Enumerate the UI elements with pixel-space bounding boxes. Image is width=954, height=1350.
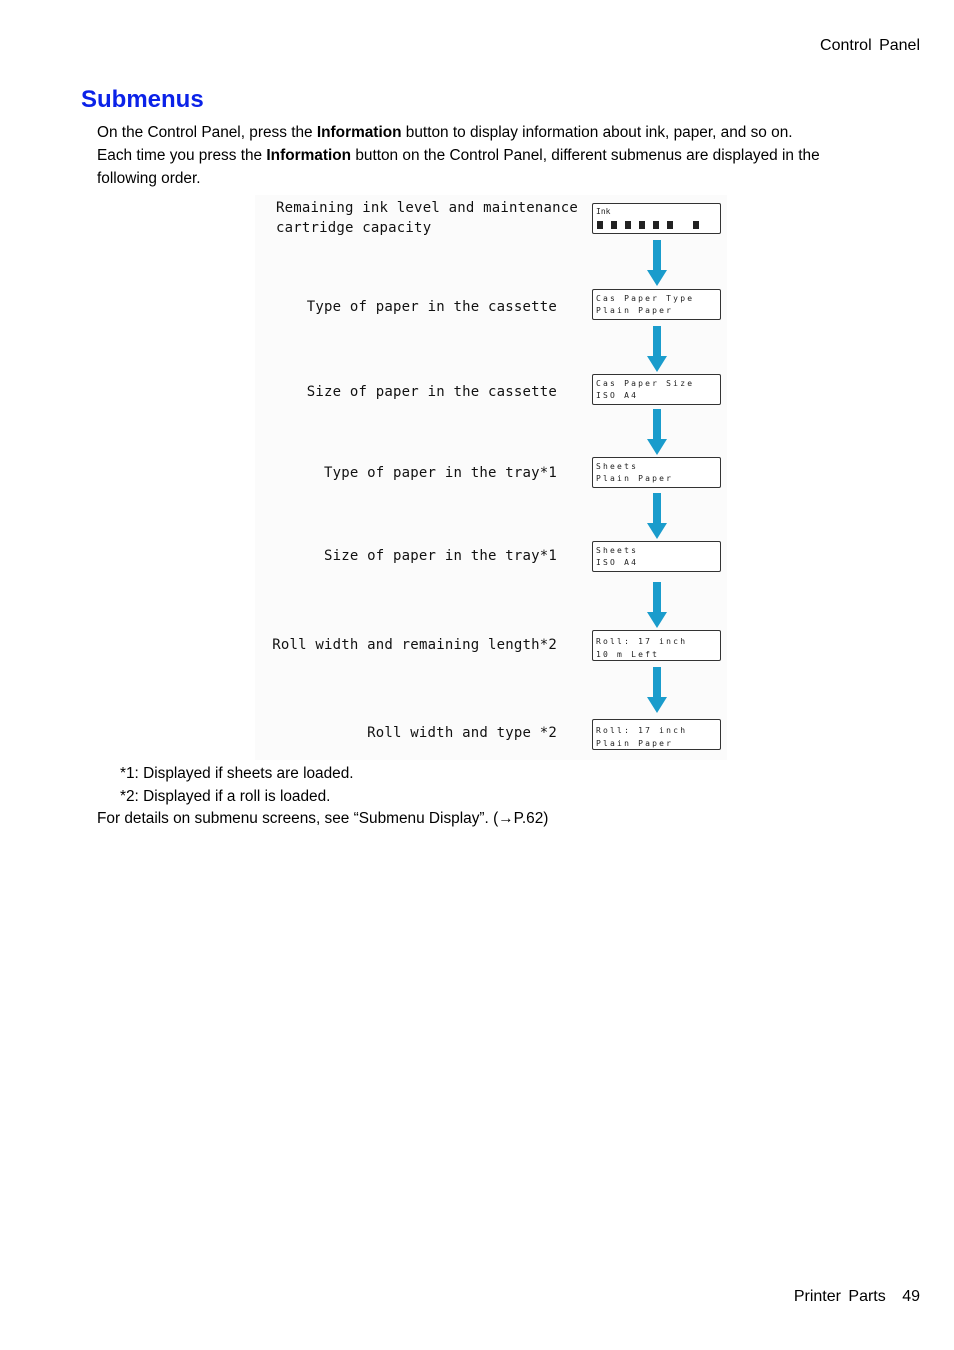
footnote-1: *1: Displayed if sheets are loaded. [120, 765, 354, 782]
down-arrow-icon [647, 493, 667, 539]
lcd-line2: 10 m Left [596, 650, 660, 659]
page-title: Submenus [81, 86, 204, 113]
lcd-line1: Roll: 17 inch [596, 726, 688, 735]
submenu-label-cassette-type: Type of paper in the cassette [306, 299, 557, 315]
footnote-2: *2: Displayed if a roll is loaded. [120, 788, 331, 805]
submenu-label-ink: Remaining ink level and maintenance cartridge capacity [276, 200, 579, 236]
lcd-line1: Cas Paper Size [596, 379, 695, 388]
lcd-ink-line1: Ink [596, 207, 611, 216]
lcd-cassette-size [592, 374, 721, 405]
lcd-line2: Plain Paper [596, 306, 674, 315]
lcd-ink [592, 203, 721, 234]
lcd-line1: Sheets [596, 546, 639, 555]
ink-bar [597, 221, 603, 229]
ink-level-bars [596, 221, 720, 229]
ink-bar [667, 221, 673, 229]
submenu-label-tray-type: Type of paper in the tray*1 [324, 465, 557, 481]
lcd-line2: Plain Paper [596, 739, 674, 748]
down-arrow-icon [647, 326, 667, 372]
intro-p2-after: button on the Control Panel, different submenus are displayed in the following order. [97, 147, 820, 187]
page-footer [794, 1288, 920, 1306]
lcd-line1: Sheets [596, 462, 639, 471]
down-arrow-icon [647, 582, 667, 628]
lcd-cassette-type [592, 289, 721, 320]
intro-text [97, 121, 857, 190]
intro-p1-after: button to display information about ink, paper, and so on. [401, 124, 793, 141]
lcd-line2: ISO A4 [596, 558, 639, 567]
intro-p2-before: Each time you press the [97, 147, 267, 164]
lcd-tray-size [592, 541, 721, 572]
lcd-line2: Plain Paper [596, 474, 674, 483]
submenu-label-cassette-size: Size of paper in the cassette [306, 384, 557, 400]
ink-bar [653, 221, 659, 229]
ink-bar [639, 221, 645, 229]
submenu-flow-diagram [255, 195, 727, 760]
lcd-roll-length [592, 630, 721, 661]
submenu-label-tray-size: Size of paper in the tray*1 [324, 548, 557, 564]
submenu-label-roll-type: Roll width and type *2 [367, 725, 557, 741]
page-number: 49 [902, 1288, 920, 1305]
ink-bar [611, 221, 617, 229]
down-arrow-icon [647, 409, 667, 455]
intro-p1-before: On the Control Panel, press the [97, 124, 317, 141]
submenu-label-roll-length: Roll width and remaining length*2 [272, 637, 557, 653]
footer-section: Printer Parts [793, 1288, 886, 1305]
information-button-name-2: Information [266, 147, 352, 164]
maintenance-cartridge-bar [693, 221, 699, 229]
lcd-line2: ISO A4 [596, 391, 639, 400]
lcd-line1: Roll: 17 inch [596, 637, 688, 646]
details-reference-link[interactable]: For details on submenu screens, see “Submenu Display”. (→P.62) [97, 810, 549, 827]
ink-bar [625, 221, 631, 229]
lcd-line1: Cas Paper Type [596, 294, 695, 303]
lcd-roll-type [592, 719, 721, 750]
down-arrow-icon [647, 240, 667, 286]
information-button-name: Information [316, 124, 402, 141]
running-header: Control Panel [820, 37, 920, 54]
lcd-tray-type [592, 457, 721, 488]
down-arrow-icon [647, 667, 667, 713]
